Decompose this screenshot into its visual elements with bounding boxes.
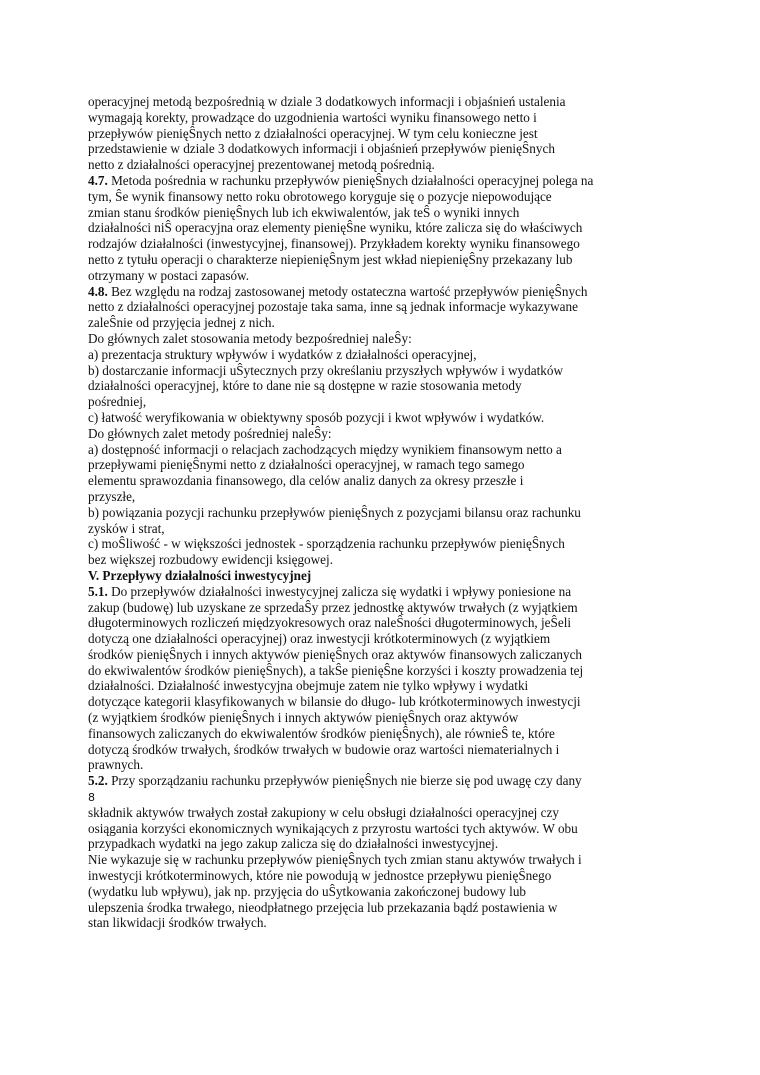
line-text: ulepszenia środka trwałego, nieodpłatnego przejęcia lub przekazania bądź postawienia w [88,899,558,915]
line-text: operacyjnej metodą bezpośrednią w dziale 3 dodatkowych informacji i objaśnień ustalenia [88,94,566,109]
line-text: składnik aktywów trwałych został zakupiony w celu obsługi działalności operacyjnej czy [88,804,559,820]
text-line [88,284,688,300]
line-text: netto z tytułu operacji o charakterze niepienięŜnym jest wkład niepienięŜny przekazany lub [88,251,573,267]
text-line [88,457,688,473]
paragraph-number: 4.8. [88,283,108,299]
line-text: działalności. Działalność inwestycyjna obejmuje zatem nie tylko wpływy i wydatki [88,678,529,694]
line-text: osiągania korzyści ekonomicznych wynikających z przyrostu wartości tych aktywów. W obu [88,820,578,836]
section-heading [88,568,688,584]
line-text: inwestycji krótkoterminowych, które nie powodują w jednostce przepływu pienięŜnego [88,868,552,884]
text-line [88,505,688,521]
page-number [88,789,688,805]
line-text: przepływami pienięŜnymi netto z działalności operacyjnej, w ramach tego samego [88,457,525,473]
document-page [88,94,688,931]
text-line [88,126,688,142]
text-line [88,773,688,789]
text-line [88,805,688,821]
text-line [88,141,688,157]
text-line [88,205,688,221]
text-line [88,726,688,742]
text-line [88,315,688,331]
text-line [88,694,688,710]
text-line [88,157,688,173]
text-line [88,836,688,852]
paragraph-number: 5.1. [88,583,108,599]
text-line [88,220,688,236]
text-line [88,189,688,205]
line-text: elementu sprawozdania finansowego, dla celów analiz danych za okresy przeszłe i [88,473,524,489]
line-text: Nie wykazuje się w rachunku przepływów pienięŜnych tych zmian stanu aktywów trwałych i [88,852,582,868]
line-text: stan likwidacji środków trwałych. [88,915,267,931]
line-text: otrzymany w postaci zapasów. [88,267,250,283]
text-line [88,631,688,647]
line-text: Do głównych zalet stosowania metody bezpośredniej naleŜy: [88,330,412,346]
line-text: a) dostępność informacji o relacjach zachodzących między wynikiem finansowym netto a [88,441,562,457]
line-text: zysków i strat, [88,520,165,536]
text-line [88,442,688,458]
line-text: przedstawienie w dziale 3 dodatkowych informacji i objaśnień przepływów pienięŜnych [88,141,555,157]
line-text: dotyczące kategorii klasyfikowanych w bilansie do długo- lub krótkoterminowych inwestycji [88,694,581,710]
text-line [88,252,688,268]
text-line [88,884,688,900]
line-text: pośredniej, [88,394,147,410]
line-text: netto z działalności operacyjnej prezentowanej metodą pośrednią. [88,157,435,173]
paragraph-number: 4.7. [88,172,108,188]
text-line [88,536,688,552]
line-text: zaleŜnie od przyjęcia jednej z nich. [88,315,275,331]
text-line [88,663,688,679]
text-line [88,600,688,616]
text-line [88,236,688,252]
text-line [88,900,688,916]
line-text: przyszłe, [88,488,136,504]
text-line [88,268,688,284]
text-line [88,552,688,568]
line-text: prawnych. [88,757,144,773]
text-line [88,426,688,442]
text-line [88,584,688,600]
line-text: dotyczą środków trwałych, środków trwałych w budowie oraz wartości niematerialnych i [88,741,560,757]
text-line [88,647,688,663]
text-line [88,473,688,489]
line-text: wymagają korekty, prowadzące do uzgodnienia wartości wyniku finansowego netto i [88,109,537,125]
line-text: Do głównych zalet metody pośredniej naleŜy: [88,425,332,441]
line-text: (wydatku lub wpływu), jak np. przyjęcia do uŜytkowania zakończonej budowy lub [88,883,527,899]
line-text: działalności niŜ operacyjna oraz elementy pienięŜne wyniku, które zalicza się do właściwych [88,220,583,236]
line-text: netto z działalności operacyjnej pozostaje taka sama, inne są jednak informacje wykazywane [88,299,578,315]
text-line [88,173,688,189]
page-number-text: 8 [88,791,95,805]
paragraph-number: 5.2. [88,773,108,789]
text-line [88,363,688,379]
line-text: Bez względu na rodzaj zastosowanej metody ostateczna wartość przepływów pienięŜnych [107,283,588,299]
text-line [88,868,688,884]
text-line [88,110,688,126]
line-text: zakup (budowę) lub uzyskane ze sprzedaŜy przez jednostkę aktywów trwałych (z wyjątkiem [88,599,578,615]
line-text: tym, Ŝe wynik finansowy netto roku obrotowego koryguje się o pozycje niepowodujące [88,188,552,204]
line-text: b) powiązania pozycji rachunku przepływów pienięŜnych z pozycjami bilansu oraz rachunku [88,504,581,520]
text-line [88,915,688,931]
line-text: c) moŜliwość - w większości jednostek - sporządzenia rachunku przepływów pienięŜnych [88,536,565,552]
line-text: środków pienięŜnych i innych aktywów pienięŜnych oraz aktywów finansowych zaliczanych [88,646,583,662]
text-line [88,94,688,110]
text-line [88,742,688,758]
text-line [88,615,688,631]
text-line [88,821,688,837]
line-text: (z wyjątkiem środków pienięŜnych i innych aktywów pienięŜnych oraz aktywów [88,710,519,726]
line-text: rodzajów działalności (inwestycyjnej, finansowej). Przykładem korekty wyniku finansowego [88,236,580,252]
text-line [88,852,688,868]
text-line [88,757,688,773]
heading-text: V. Przepływy działalności inwestycyjnej [88,567,312,583]
line-text: a) prezentacja struktury wpływów i wydatków z działalności operacyjnej, [88,346,477,362]
line-text: przepływów pienięŜnych netto z działalności operacyjnej. W tym celu konieczne jest [88,125,538,141]
line-text: działalności operacyjnej, które to dane nie są dostępne w razie stosowania metody [88,378,522,394]
line-text: długoterminowych rozliczeń międzyokresowych oraz naleŜności długoterminowych, jeŜeli [88,615,572,631]
text-line [88,678,688,694]
line-text: dotyczą one działalności operacyjnej) oraz inwestycji krótkoterminowych (z wyjątkiem [88,631,551,647]
text-line [88,394,688,410]
text-line [88,331,688,347]
line-text: Do przepływów działalności inwestycyjnej zalicza się wydatki i wpływy poniesione na [107,583,572,599]
line-text: finansowych zaliczanych do ekwiwalentów środków pienięŜnych), ale równieŜ te, które [88,725,555,741]
line-text: b) dostarczanie informacji uŜytecznych przy określaniu przyszłych wpływów i wydatków [88,362,563,378]
text-line [88,347,688,363]
line-text: Przy sporządzaniu rachunku przepływów pienięŜnych nie bierze się pod uwagę czy dany [107,773,582,789]
text-line [88,710,688,726]
line-text: przypadkach wydatki na jego zakup zalicza się do działalności inwestycyjnej. [88,836,499,852]
text-line [88,489,688,505]
line-text: c) łatwość weryfikowania w obiektywny sposób pozycji i kwot wpływów i wydatków. [88,409,545,425]
text-line [88,521,688,537]
line-text: bez większej rozbudowy ewidencji księgowej. [88,552,333,568]
text-line [88,299,688,315]
line-text: zmian stanu środków pienięŜnych lub ich ekwiwalentów, jak teŜ o wyniki innych [88,204,520,220]
text-line [88,378,688,394]
line-text: do ekwiwalentów środków pienięŜnych), a takŜe pienięŜne korzyści i koszty prowadzenia tej [88,662,584,678]
text-line [88,410,688,426]
line-text: Metoda pośrednia w rachunku przepływów pienięŜnych działalności operacyjnej polega na [107,172,594,188]
